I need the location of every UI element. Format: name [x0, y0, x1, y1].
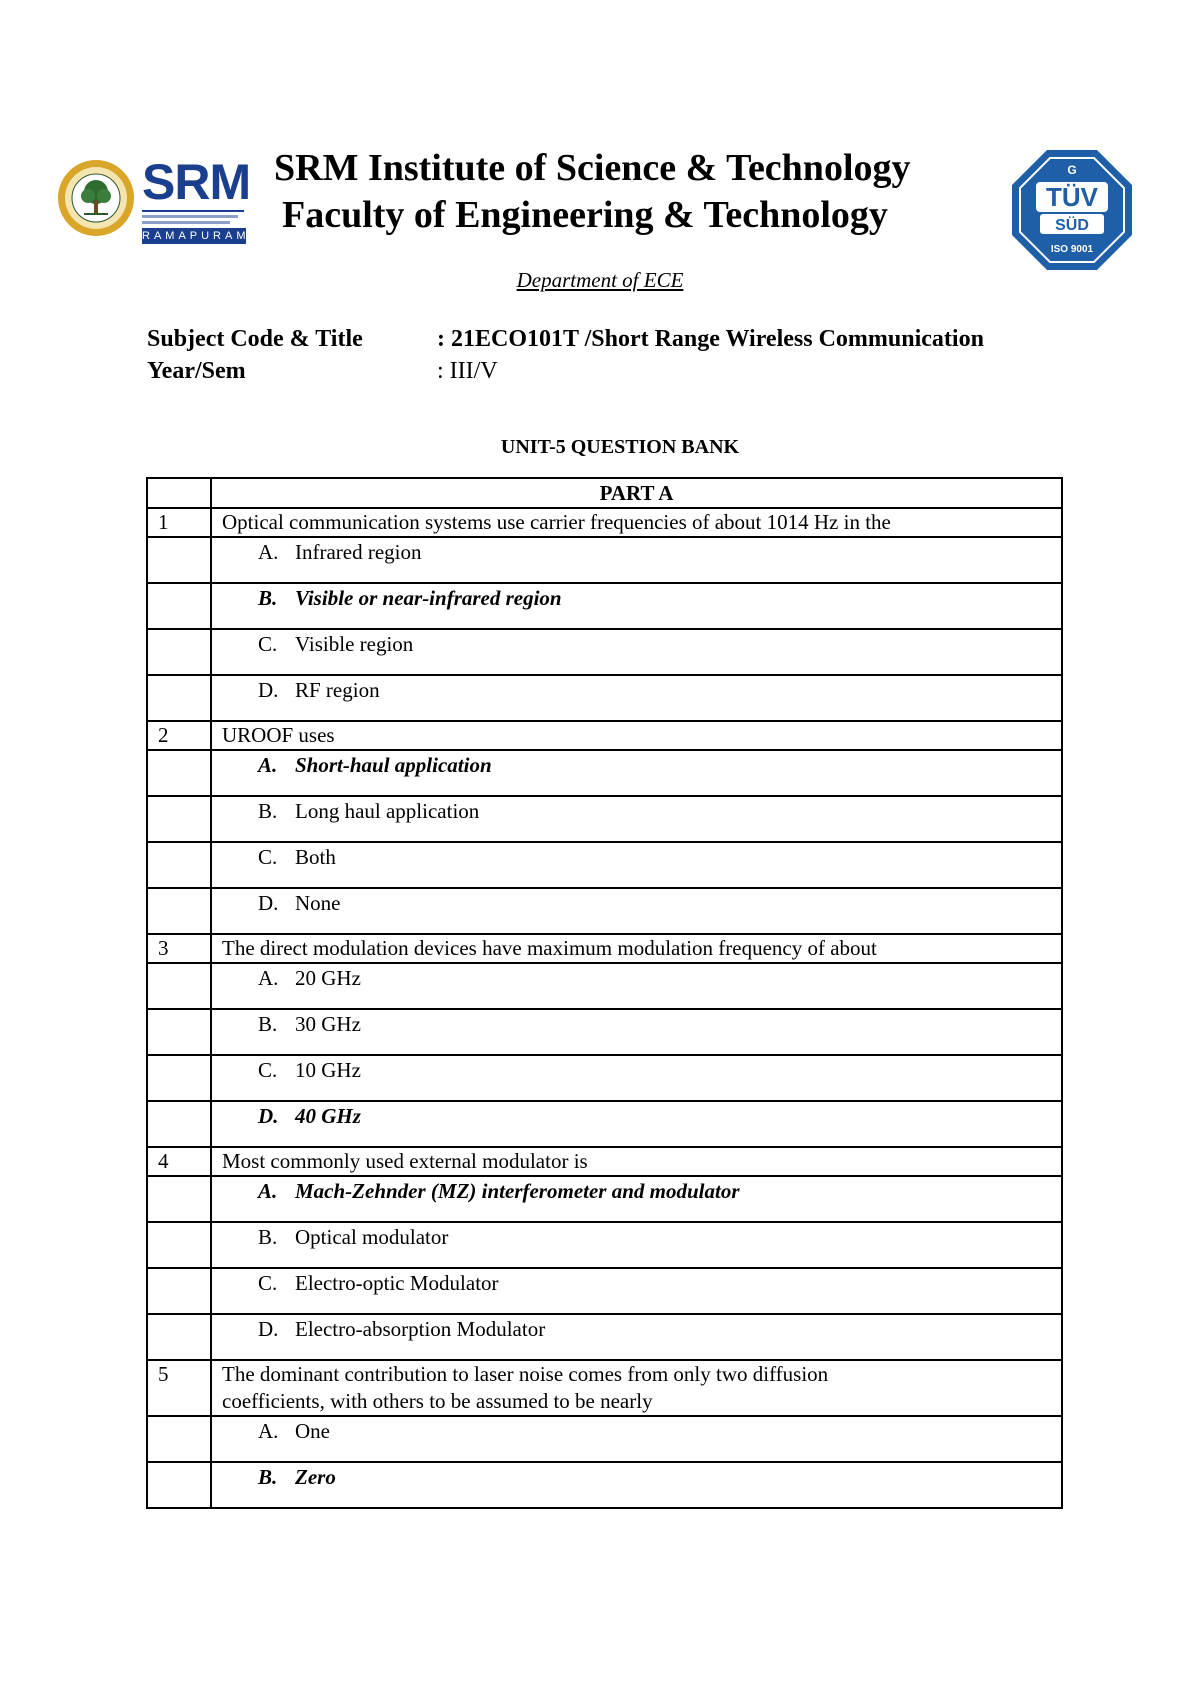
tuv-cert-text: ISO 9001 [1050, 244, 1094, 255]
question-text: UROOF uses [211, 721, 1062, 750]
option-row [147, 675, 1062, 721]
srm-seal-icon [56, 158, 136, 238]
option-text: Optical modulator [295, 1225, 449, 1249]
option-row [147, 842, 1062, 888]
option-row [147, 1009, 1062, 1055]
option-row [147, 629, 1062, 675]
option-letter: A. [258, 540, 279, 564]
option-row-correct [147, 750, 1062, 796]
subject-code-label: Subject Code & Title [147, 326, 363, 352]
option-text: Mach-Zehnder (MZ) interferometer and modulator [295, 1179, 740, 1203]
option-text: 40 GHz [295, 1104, 361, 1128]
unit-title: UNIT-5 QUESTION BANK [500, 436, 740, 458]
question-text: The direct modulation devices have maximum modulation frequency of about [211, 934, 1062, 963]
option-letter: A. [258, 1179, 278, 1203]
option-text: Both [295, 845, 336, 869]
option-row [147, 963, 1062, 1009]
year-sem-label: Year/Sem [147, 358, 246, 384]
option-letter: B. [258, 1465, 278, 1489]
option-text: Visible or near-infrared region [295, 586, 562, 610]
option-row-correct [147, 583, 1062, 629]
question-number: 1 [147, 508, 211, 537]
option-row [147, 1314, 1062, 1360]
option-text: Electro-optic Modulator [295, 1271, 499, 1295]
tuv-bottom-text: SÜD [1055, 217, 1089, 234]
srm-campus-text: RAMAPURAM [142, 230, 250, 242]
option-letter: C. [258, 632, 278, 656]
option-text: Zero [295, 1465, 336, 1489]
question-text: Optical communication systems use carrier frequencies of about 1014 Hz in the [211, 508, 1062, 537]
question-number: 2 [147, 721, 211, 750]
option-letter: A. [258, 1419, 279, 1443]
question-row [147, 1360, 1062, 1416]
question-number: 4 [147, 1147, 211, 1176]
tuv-mark-text: G [1067, 163, 1077, 177]
option-letter: B. [258, 586, 278, 610]
option-letter: A. [258, 966, 279, 990]
option-text: None [295, 891, 341, 915]
option-row [147, 888, 1062, 934]
option-text: One [295, 1419, 330, 1443]
option-text: Short-haul application [295, 753, 492, 777]
table-header-row [147, 478, 1062, 508]
faculty-title: Faculty of Engineering & Technology [282, 194, 888, 236]
option-row-correct [147, 1462, 1062, 1508]
option-letter: D. [258, 1317, 279, 1341]
part-heading: PART A [211, 478, 1062, 508]
option-letter: B. [258, 1225, 278, 1249]
option-row [147, 537, 1062, 583]
srm-tagline-lines [142, 210, 244, 226]
option-text: Electro-absorption Modulator [295, 1317, 546, 1341]
srm-logo [42, 150, 251, 246]
option-letter: C. [258, 845, 278, 869]
option-text: 30 GHz [295, 1012, 361, 1036]
question-text [211, 1360, 1062, 1416]
question-number: 5 [147, 1360, 211, 1416]
question-row [147, 721, 1062, 750]
option-letter: B. [258, 1012, 278, 1036]
option-text: Visible region [295, 632, 414, 656]
option-row [147, 796, 1062, 842]
option-letter: D. [258, 891, 279, 915]
option-row-correct [147, 1101, 1062, 1147]
option-row [147, 1055, 1062, 1101]
option-text: 10 GHz [295, 1058, 361, 1082]
option-row [147, 1416, 1062, 1462]
option-letter: A. [258, 753, 278, 777]
question-number: 3 [147, 934, 211, 963]
department-heading: Department of ECE [516, 268, 684, 292]
option-text: 20 GHz [295, 966, 361, 990]
table-header-blank [147, 478, 211, 508]
option-letter: D. [258, 678, 279, 702]
institute-title: SRM Institute of Science & Technology [274, 147, 911, 189]
option-row-correct [147, 1176, 1062, 1222]
year-sem-value: : III/V [437, 358, 498, 384]
question-row [147, 1147, 1062, 1176]
option-row [147, 1222, 1062, 1268]
option-letter: C. [258, 1271, 278, 1295]
option-text: Long haul application [295, 799, 480, 823]
question-row [147, 508, 1062, 537]
question-row [147, 934, 1062, 963]
question-table [146, 477, 1063, 1509]
option-letter: D. [258, 1104, 279, 1128]
subject-code-value: : 21ECO101T /Short Range Wireless Communication [437, 326, 984, 352]
option-text: RF region [295, 678, 380, 702]
option-letter: C. [258, 1058, 278, 1082]
question-text-line: The dominant contribution to laser noise comes from only two diffusion [222, 1362, 829, 1386]
tuv-sud-logo [1010, 148, 1134, 272]
question-text-line: coefficients, with others to be assumed to be nearly [222, 1389, 653, 1413]
option-row [147, 1268, 1062, 1314]
option-text: Infrared region [295, 540, 422, 564]
tuv-top-text: TÜV [1046, 182, 1098, 212]
srm-brand-text: SRM [142, 154, 251, 210]
question-text: Most commonly used external modulator is [211, 1147, 1062, 1176]
option-letter: B. [258, 799, 278, 823]
